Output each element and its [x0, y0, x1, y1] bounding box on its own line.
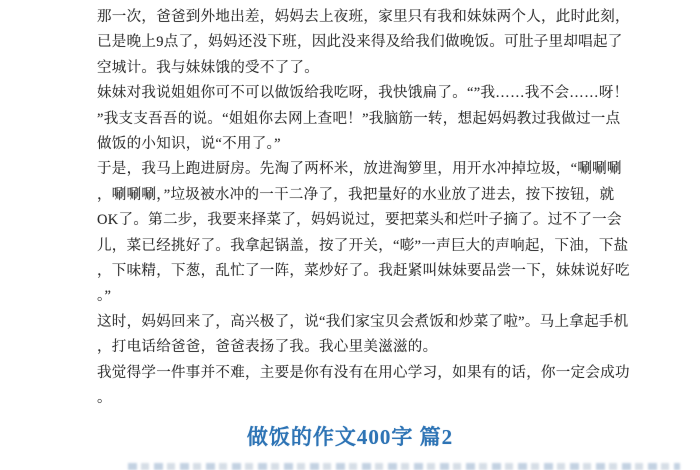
essay-line: 。 — [97, 390, 112, 407]
essay-line: ，下味精，下葱，乱忙了一阵，菜炒好了。我赶紧叫妹妹要品尝一下，妹妹说好吃 — [97, 263, 630, 280]
essay-line: 空城计。我与妹妹饿的受不了了。 — [97, 59, 319, 76]
essay-line: 这时，妈妈回来了，高兴极了，说“我们家宝贝会煮饭和炒菜了啦”。马上拿起手机 — [97, 313, 629, 330]
essay-line: 儿，菜已经挑好了。我拿起锅盖，按了开关，“嘭”一声巨大的声响起，下油，下盐 — [97, 237, 629, 254]
essay-line: ”我支支吾吾的说。“姐姐你去网上查吧！”我脑筋一转，想起妈妈教过我做过一点 — [97, 110, 621, 127]
essay-line: OK了。第二步，我要来择菜了，妈妈说过，要把菜头和烂叶子摘了。过不了一会 — [97, 212, 622, 229]
essay-line: 做饭的小知识，说“不用了。” — [97, 136, 281, 153]
section-heading: 做饭的作文400字 篇2 — [246, 425, 454, 449]
essay-line: ，唰唰唰，”垃圾被水冲的一干二净了，我把量好的水业放了进去，按下按钮，就 — [97, 186, 615, 203]
essay-line: 已是晚上9点了，妈妈还没下班，因此没来得及给我们做晚饭。可肚子里却唱起了 — [97, 34, 623, 51]
essay-line: ，打电话给爸爸，爸爸表扬了我。我心里美滋滋的。 — [97, 339, 438, 356]
essay-line: 我觉得学一件事并不难，主要是你有没有在用心学习，如果有的话，你一定会成功 — [97, 364, 630, 381]
essay-line: 于是，我马上跑进厨房。先淘了两杯米，放进淘箩里，用开水冲掉垃圾，“唰唰唰 — [97, 161, 622, 178]
essay-body — [97, 5, 631, 412]
essay-line: 。” — [97, 288, 112, 305]
truncated-text-line — [128, 463, 680, 470]
essay-line: 那一次，爸爸到外地出差，妈妈去上夜班，家里只有我和妹妹两个人，此时此刻， — [97, 9, 630, 25]
essay-line: 妹妹对我说姐姐你可不可以做饭给我吃呀，我快饿扁了。“”我……我不会……呀！ — [97, 85, 629, 102]
